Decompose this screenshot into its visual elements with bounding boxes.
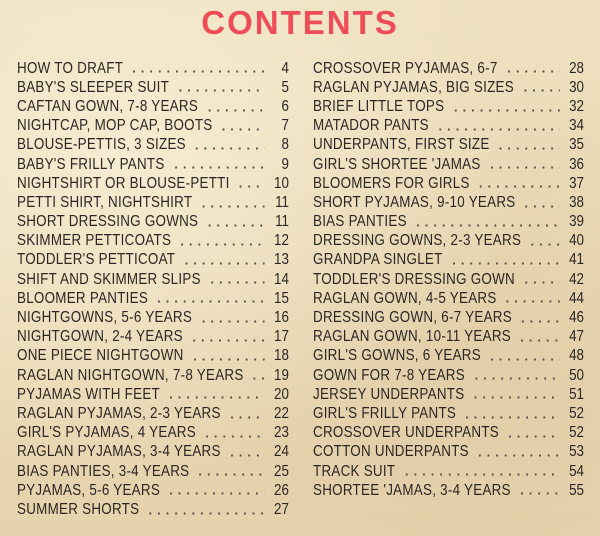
toc-entry-page-number: 35	[569, 136, 584, 154]
dot-leader	[521, 89, 560, 92]
toc-entry-page-number: 6	[281, 97, 289, 115]
page-title: CONTENTS	[201, 4, 399, 41]
toc-entry-title: RAGLAN PYJAMAS, 3-4 YEARS	[17, 443, 221, 461]
toc-entry-page-number: 41	[569, 251, 584, 269]
dot-leader	[518, 492, 560, 495]
toc-entry-title: PETTI SHIRT, NIGHTSHIRT	[17, 193, 193, 211]
toc-entry	[313, 404, 584, 423]
toc-entry-title: JERSEY UNDERPANTS	[313, 385, 465, 403]
toc-entry-page-number: 46	[569, 309, 584, 327]
toc-entry-title: PYJAMAS WITH FEET	[17, 385, 160, 403]
toc-entry	[17, 500, 289, 519]
toc-left-column	[17, 59, 289, 520]
toc-entry-title: SHIFT AND SKIMMER SLIPS	[17, 270, 201, 288]
dot-leader	[190, 358, 264, 361]
toc-entry-page-number: 11	[275, 193, 289, 211]
dot-leader	[402, 473, 560, 476]
toc-entry-page-number: 24	[274, 443, 289, 461]
dot-leader	[487, 166, 559, 169]
toc-entry-page-number: 32	[569, 97, 584, 115]
toc-entry-page-number: 19	[274, 366, 289, 384]
toc-entry	[313, 443, 584, 462]
toc-entry-title: HOW TO DRAFT	[17, 59, 124, 77]
toc-entry-page-number: 44	[569, 289, 584, 307]
toc-entry-page-number: 27	[274, 500, 289, 518]
toc-entry-page-number: 7	[281, 117, 289, 135]
toc-entry	[313, 481, 584, 500]
dot-leader	[506, 435, 560, 438]
toc-entry-title: DRESSING GOWN, 6-7 YEARS	[313, 309, 512, 327]
toc-entry	[313, 117, 584, 136]
toc-entry-title: BIAS PANTIES, 3-4 YEARS	[17, 462, 190, 480]
toc-entry-title: RAGLAN GOWN, 10-11 YEARS	[313, 328, 511, 346]
toc-entry-title: BLOUSE-PETTIS, 3 SIZES	[17, 136, 186, 154]
toc-entry-page-number: 47	[569, 328, 584, 346]
toc-entry-page-number: 48	[569, 347, 584, 365]
toc-entry-page-number: 4	[281, 59, 289, 77]
dot-leader	[449, 262, 559, 265]
dot-leader	[519, 320, 560, 323]
toc-entry-page-number: 55	[569, 481, 584, 499]
toc-entry	[17, 232, 289, 251]
toc-entry-page-number: 42	[569, 270, 584, 288]
dot-leader	[522, 281, 560, 284]
toc-entry-page-number: 40	[569, 232, 584, 250]
dot-leader	[199, 320, 265, 323]
toc-entry-page-number: 25	[274, 462, 289, 480]
dot-leader	[155, 300, 265, 303]
dot-leader	[219, 128, 265, 131]
toc-entry-title: GIRL'S GOWNS, 6 YEARS	[313, 347, 481, 365]
toc-entry	[313, 385, 584, 404]
dot-leader	[518, 339, 560, 342]
dot-leader	[476, 454, 560, 457]
toc-entry-page-number: 11	[275, 213, 289, 231]
dot-leader	[471, 396, 560, 399]
dot-leader	[146, 512, 265, 515]
toc-entry-page-number: 54	[569, 462, 584, 480]
toc-entry-page-number: 5	[281, 78, 289, 96]
toc-entry-page-number: 53	[569, 443, 584, 461]
toc-entry	[17, 443, 289, 462]
toc-entry	[313, 193, 584, 212]
toc-entry-page-number: 30	[569, 78, 584, 96]
dot-leader	[176, 89, 265, 92]
toc-entry	[17, 404, 289, 423]
toc-entry	[313, 347, 584, 366]
toc-entry	[313, 97, 584, 116]
dot-leader	[190, 339, 265, 342]
toc-entry-page-number: 10	[274, 174, 289, 192]
toc-entry-page-number: 16	[274, 309, 289, 327]
toc-entry-title: SKIMMER PETTICOATS	[17, 232, 172, 250]
toc-entry	[313, 328, 584, 347]
dot-leader	[178, 243, 265, 246]
dot-leader	[522, 205, 560, 208]
toc-entry-title: CAFTAN GOWN, 7-8 YEARS	[17, 97, 199, 115]
toc-entry-title: BLOOMERS FOR GIRLS	[313, 174, 470, 192]
toc-entry	[17, 308, 289, 327]
toc-entry-title: SUMMER SHORTS	[17, 500, 140, 518]
toc-entry-title: RAGLAN GOWN, 4-5 YEARS	[313, 289, 497, 307]
toc-entry-title: SHORT DRESSING GOWNS	[17, 213, 199, 231]
toc-entry-page-number: 13	[274, 251, 289, 269]
toc-entry	[17, 289, 289, 308]
dot-leader	[203, 435, 265, 438]
toc-entry	[313, 59, 584, 78]
dot-leader	[208, 281, 265, 284]
toc-entry-page-number: 50	[569, 366, 584, 384]
toc-entry-page-number: 39	[569, 213, 584, 231]
toc-entry	[17, 174, 289, 193]
toc-entry	[17, 78, 289, 97]
toc-entry-page-number: 52	[569, 424, 584, 442]
dot-leader	[130, 70, 265, 73]
toc-entry-title: GIRL'S FRILLY PANTS	[313, 404, 457, 422]
toc-entry	[313, 213, 584, 232]
toc-entry-title: CROSSOVER UNDERPANTS	[313, 424, 499, 442]
toc-entry-title: COTTON UNDERPANTS	[313, 443, 469, 461]
toc-entry-title: TRACK SUIT	[313, 462, 396, 480]
toc-entry-page-number: 37	[569, 174, 584, 192]
toc-entry-title: RAGLAN PYJAMAS, BIG SIZES	[313, 78, 514, 96]
toc-entry-title: BABY'S SLEEPER SUIT	[17, 78, 170, 96]
toc-entry-page-number: 12	[274, 232, 289, 250]
toc-entry-page-number: 15	[274, 289, 289, 307]
dot-leader	[503, 300, 559, 303]
toc-entry-page-number: 26	[274, 481, 289, 499]
toc-entry-title: ONE PIECE NIGHTGOWN	[17, 347, 184, 365]
toc-entry-title: GIRL'S PYJAMAS, 4 YEARS	[17, 424, 196, 442]
toc-entry-page-number: 51	[569, 385, 584, 403]
toc-entry	[17, 366, 289, 385]
toc-entry	[17, 251, 289, 270]
toc-entry-title: CROSSOVER PYJAMAS, 6-7	[313, 59, 498, 77]
dot-leader	[496, 147, 559, 150]
toc-entry-page-number: 18	[274, 347, 289, 365]
toc-entry	[313, 232, 584, 251]
toc-entry-title: DRESSING GOWNS, 2-3 YEARS	[313, 232, 522, 250]
toc-entry	[17, 193, 289, 212]
toc-entry-page-number: 9	[281, 155, 289, 173]
dot-leader	[250, 377, 264, 380]
toc-entry-title: MATADOR PANTS	[313, 117, 429, 135]
toc-entry	[313, 155, 584, 174]
toc-entry-title: NIGHTGOWNS, 5-6 YEARS	[17, 309, 193, 327]
dot-leader	[205, 109, 265, 112]
toc-entry-title: NIGHTGOWN, 2-4 YEARS	[17, 328, 183, 346]
toc-entry-title: SHORT PYJAMAS, 9-10 YEARS	[313, 193, 516, 211]
toc-entry	[17, 385, 289, 404]
toc-entry	[17, 213, 289, 232]
toc-entry-page-number: 28	[569, 59, 584, 77]
toc-entry	[17, 155, 289, 174]
dot-leader	[504, 70, 559, 73]
toc-entry-title: BRIEF LITTLE TOPS	[313, 97, 445, 115]
toc-entry-page-number: 52	[569, 404, 584, 422]
toc-entry-page-number: 14	[274, 270, 289, 288]
toc-entry-page-number: 23	[274, 424, 289, 442]
dot-leader	[193, 147, 265, 150]
toc-entry-title: RAGLAN PYJAMAS, 2-3 YEARS	[17, 404, 221, 422]
dot-leader	[477, 185, 560, 188]
dot-leader	[414, 224, 560, 227]
dot-leader	[167, 492, 265, 495]
dot-leader	[167, 396, 265, 399]
toc-entry	[17, 117, 289, 136]
toc-entry	[17, 270, 289, 289]
toc-entry	[313, 366, 584, 385]
toc-entry	[313, 251, 584, 270]
toc-entry-title: TODDLER'S PETTICOAT	[17, 251, 176, 269]
toc-entry	[313, 308, 584, 327]
toc-entry	[17, 462, 289, 481]
dot-leader	[228, 416, 265, 419]
toc-entry-title: BABY'S FRILLY PANTS	[17, 155, 165, 173]
dot-leader	[199, 205, 265, 208]
dot-leader	[463, 416, 560, 419]
toc-entry-title: TODDLER'S DRESSING GOWN	[313, 270, 515, 288]
dot-leader	[228, 454, 265, 457]
toc-entry	[313, 136, 584, 155]
toc-entry	[17, 97, 289, 116]
dot-leader	[528, 243, 560, 246]
toc-entry-page-number: 8	[281, 136, 289, 154]
toc-entry-page-number: 34	[569, 117, 584, 135]
toc-entry	[313, 78, 584, 97]
toc-entry-title: NIGHTCAP, MOP CAP, BOOTS	[17, 117, 213, 135]
dot-leader	[488, 358, 560, 361]
dot-leader	[472, 377, 560, 380]
dot-leader	[196, 473, 265, 476]
toc-entry	[17, 59, 289, 78]
dot-leader	[237, 185, 265, 188]
toc-entry	[17, 328, 289, 347]
toc-entry	[313, 462, 584, 481]
toc-entry-page-number: 22	[274, 404, 289, 422]
toc-entry	[17, 481, 289, 500]
toc-entry-title: BIAS PANTIES	[313, 213, 407, 231]
dot-leader	[205, 224, 265, 227]
toc-entry-title: GIRL'S SHORTEE 'JAMAS	[313, 155, 481, 173]
toc-entry-title: PYJAMAS, 5-6 YEARS	[17, 481, 161, 499]
toc-entry	[313, 289, 584, 308]
toc-entry-page-number: 36	[569, 155, 584, 173]
toc-entry-title: RAGLAN NIGHTGOWN, 7-8 YEARS	[17, 366, 244, 384]
toc-entry-page-number: 38	[569, 193, 584, 211]
toc-entry-title: BLOOMER PANTIES	[17, 289, 149, 307]
dot-leader	[171, 166, 264, 169]
toc-entry	[17, 424, 289, 443]
toc-entry-title: GRANDPA SINGLET	[313, 251, 443, 269]
toc-entry-title: UNDERPANTS, FIRST SIZE	[313, 136, 490, 154]
toc-entry	[17, 347, 289, 366]
toc-right-column	[313, 59, 584, 500]
dot-leader	[436, 128, 560, 131]
toc-entry-page-number: 17	[274, 328, 289, 346]
toc-entry-page-number: 20	[274, 385, 289, 403]
toc-entry-title: SHORTEE 'JAMAS, 3-4 YEARS	[313, 481, 511, 499]
toc-entry	[313, 174, 584, 193]
toc-entry	[17, 136, 289, 155]
dot-leader	[182, 262, 265, 265]
toc-entry-title: GOWN FOR 7-8 YEARS	[313, 366, 465, 384]
toc-entry-title: NIGHTSHIRT OR BLOUSE-PETTI	[17, 174, 230, 192]
toc-entry	[313, 424, 584, 443]
dot-leader	[451, 109, 560, 112]
toc-entry	[313, 270, 584, 289]
